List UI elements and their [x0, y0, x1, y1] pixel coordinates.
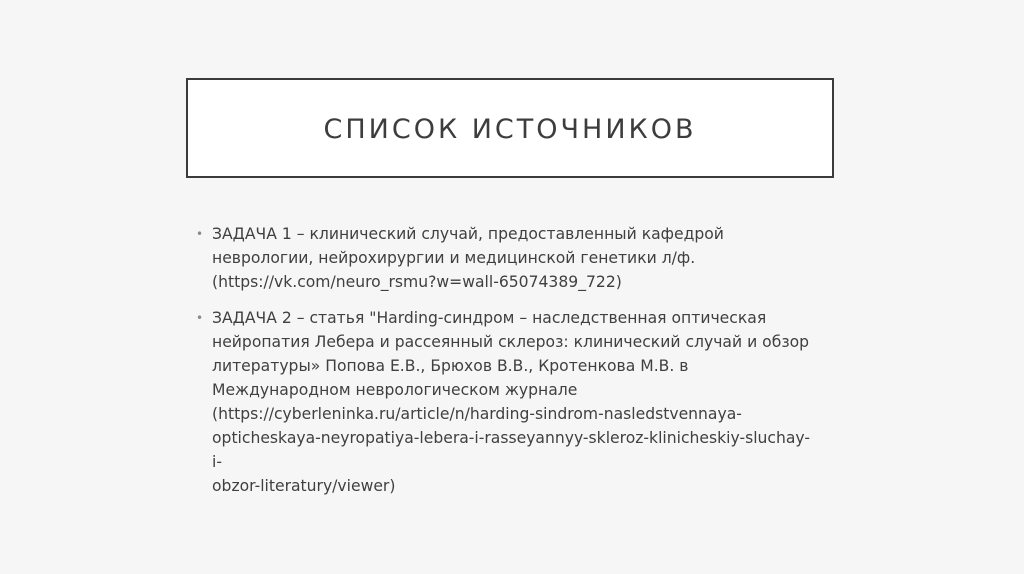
title-box	[186, 78, 834, 178]
bullet-text-2: ЗАДАЧА 2 – статья "Harding-синдром – наследственная оптическая нейропатия Лебера и рассеянный склероз: клинический случай и обзор литературы» Попова Е.В., Брюхов В.В., Кротенкова М.В. в Международном неврологическом журнале (https://cyberleninka.ru/article/n/harding-sindrom-nasledstvennaya- opticheskaya-neyropatiya-lebera-i-rasseyannyy-skleroz-klinicheskiy-sluchay-i- obzor-literatury/viewer)	[212, 309, 811, 495]
bullet-icon: •	[196, 311, 204, 325]
bullet-item-2	[196, 306, 816, 498]
bullet-text-1: ЗАДАЧА 1 – клинический случай, предоставленный кафедрой неврологии, нейрохирургии и медицинской генетики л/ф. (https://vk.com/neuro_rsmu?w=wall-65074389_722)	[212, 225, 724, 291]
bullet-list	[196, 222, 816, 510]
bullet-item-1	[196, 222, 816, 294]
slide-title: СПИСОК ИСТОЧНИКОВ	[323, 113, 697, 145]
bullet-icon: •	[196, 227, 204, 241]
